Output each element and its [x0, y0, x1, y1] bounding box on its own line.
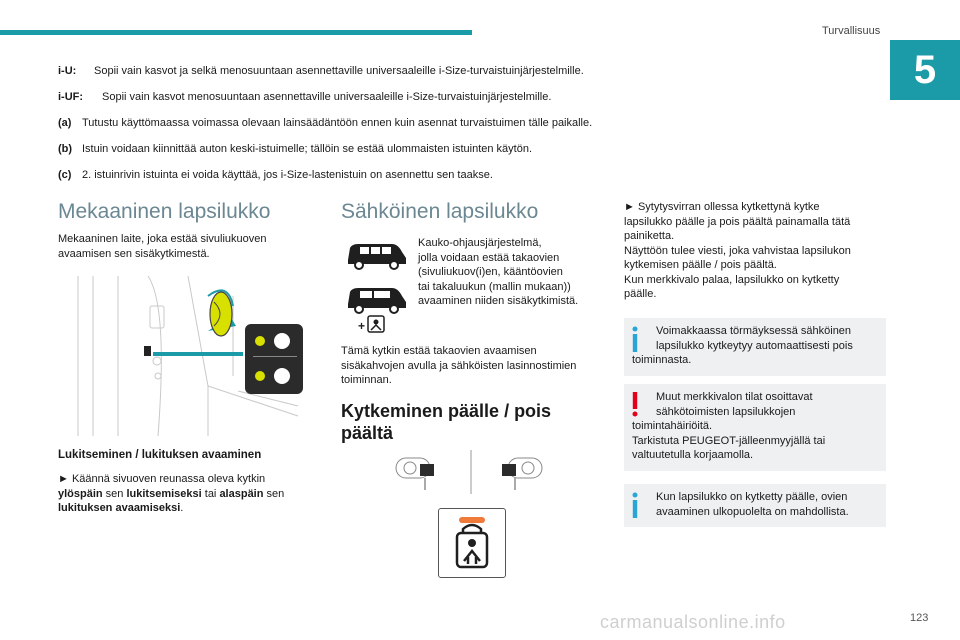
- step-up: ylöspäin: [58, 487, 103, 500]
- section-title: Turvallisuus: [822, 25, 881, 37]
- mechanical-intro-line: avaamisen sen sisäkytkimestä.: [58, 247, 210, 260]
- right-line: ► Sytytysvirran ollessa kytkettynä kytke: [624, 201, 820, 213]
- onoff-title-line: päältä: [341, 423, 394, 443]
- note-key: i-U:: [58, 65, 77, 77]
- warning-line: Tarkistuta PEUGEOT-jälleenmyyjällä tai: [632, 434, 826, 447]
- electric-desc-line: Kauko-ohjausjärjestelmä,: [418, 237, 542, 249]
- step-unlock: lukituksen avaamiseksi: [58, 502, 181, 514]
- note-row: [58, 64, 878, 78]
- info-line: Kun lapsilukko on kytketty päälle, ovien: [656, 491, 848, 503]
- step-text: sen: [102, 487, 127, 500]
- note-text: Istuin voidaan kiinnittää auton keski-istuimelle; tällöin se estää ulommaisten istuinten käytön.: [82, 143, 533, 155]
- right-line: Näyttöön tulee viesti, joka vahvistaa lapsilukon: [624, 244, 851, 257]
- top-accent-bar: [0, 30, 472, 35]
- electric-desc-line: avaaminen niiden sisäkytkimistä.: [418, 295, 579, 307]
- warning-line: Muut merkkivalon tilat osoittavat: [656, 391, 813, 403]
- mechanical-step-line: ► Käännä sivuoven reunassa oleva kytkin: [58, 473, 266, 485]
- info-icon: [632, 492, 638, 518]
- note-row: [58, 168, 878, 182]
- right-line: painiketta.: [624, 230, 675, 242]
- onoff-title-line: Kytkeminen päälle / pois: [341, 401, 552, 421]
- child-lock-button-illustration: [438, 508, 506, 578]
- child-lock-icon: [439, 509, 505, 577]
- note-row: [58, 90, 878, 104]
- right-line: lapsilukko päälle ja pois päältä painamalla tätä: [624, 215, 851, 228]
- mechanical-title: Mekaaninen lapsilukko: [58, 200, 271, 223]
- info-box: [624, 484, 886, 527]
- step-text: sen: [263, 487, 285, 500]
- right-line: päälle.: [624, 288, 657, 300]
- right-column-text: [624, 200, 886, 302]
- mechanical-step: [58, 472, 328, 516]
- warning-box: [624, 384, 886, 471]
- step-down: alaspäin: [219, 487, 264, 500]
- mechanical-intro: [58, 232, 318, 261]
- right-line: Kun merkkivalo palaa, lapsilukko on kytketty: [624, 273, 840, 286]
- electric-desc-line: tai takaluukun (mallin mukaan)): [418, 280, 571, 293]
- mechanical-intro-line: Mekaaninen laite, joka estää sivuliukuoven: [58, 233, 267, 245]
- info-box: [624, 318, 886, 376]
- note-text: 2. istuinrivin istuinta ei voida käyttää, jos i-Size-lastenistuin on asennettu sen taakse.: [82, 169, 493, 181]
- door-child-lock-illustration: [58, 266, 308, 440]
- note-text: Sopii vain kasvot menosuuntaan asennettaville universaaleille i-Size-turvaistuinjärjestelmille.: [102, 91, 552, 103]
- warning-icon: [632, 392, 638, 418]
- note-key: (c): [58, 169, 72, 181]
- info-icon: [632, 326, 638, 352]
- step-lock: lukitsemiseksi: [126, 487, 202, 500]
- electric-desc-line: (sivuliukuov(i)en, kääntöovien: [418, 266, 563, 278]
- note-key: (a): [58, 117, 72, 129]
- car-van-icon: [344, 240, 408, 270]
- page-number: 123: [910, 612, 929, 624]
- right-line: kytkemisen päälle / pois päältä.: [624, 259, 777, 271]
- watermark: carmanualsonline.info: [600, 612, 786, 632]
- notes-list: [58, 64, 878, 194]
- info-line: avaaminen ulkopuolelta on mahdollista.: [656, 505, 849, 518]
- note-text: Sopii vain kasvot ja selkä menosuuntaan asennettaville universaaleille i-Size-turvaistuinjärjestelmille.: [94, 65, 584, 77]
- electric-para-line: sisäkahvojen avulla ja sähköisten lasinnostimien: [341, 359, 577, 372]
- info-line: toiminnasta.: [632, 354, 692, 366]
- info-line: lapsilukko kytkeytyy automaattisesti pois: [656, 339, 853, 352]
- note-key: i-UF:: [58, 91, 84, 103]
- car-van-lock-icon: [344, 284, 408, 334]
- mechanical-step-line: [58, 501, 328, 516]
- electric-desc-line: jolla voidaan estää takaovien: [418, 251, 560, 264]
- note-row: [58, 116, 878, 130]
- mechanical-step-line: [58, 487, 328, 502]
- electric-paragraph: [341, 344, 611, 388]
- onoff-title: [341, 400, 551, 444]
- dashboard-switch-illustration: [390, 450, 550, 494]
- note-text: Tutustu käyttömaassa voimassa olevaan lainsäädäntöön ennen kuin asennat turvaistuimen tälle paikalle.: [82, 117, 593, 129]
- mechanical-subheading: Lukitseminen / lukituksen avaaminen: [58, 449, 262, 461]
- step-text: tai: [201, 487, 220, 500]
- warning-line: sähkötoimisten lapsilukkojen: [656, 405, 796, 418]
- warning-line: valtuutetulla korjaamolla.: [632, 449, 754, 461]
- note-row: [58, 142, 878, 156]
- info-line: Voimakkaassa törmäyksessä sähköinen: [656, 325, 852, 337]
- electric-para-line: toiminnan.: [341, 374, 392, 386]
- electric-description: [418, 236, 608, 309]
- note-key: (b): [58, 143, 73, 155]
- electric-title: Sähköinen lapsilukko: [341, 200, 539, 223]
- svg-text:+: +: [358, 319, 366, 333]
- chapter-tab: 5: [890, 40, 960, 100]
- step-text: .: [180, 502, 184, 514]
- warning-line: toimintahäiriöitä.: [632, 420, 713, 432]
- electric-para-line: Tämä kytkin estää takaovien avaamisen: [341, 345, 537, 357]
